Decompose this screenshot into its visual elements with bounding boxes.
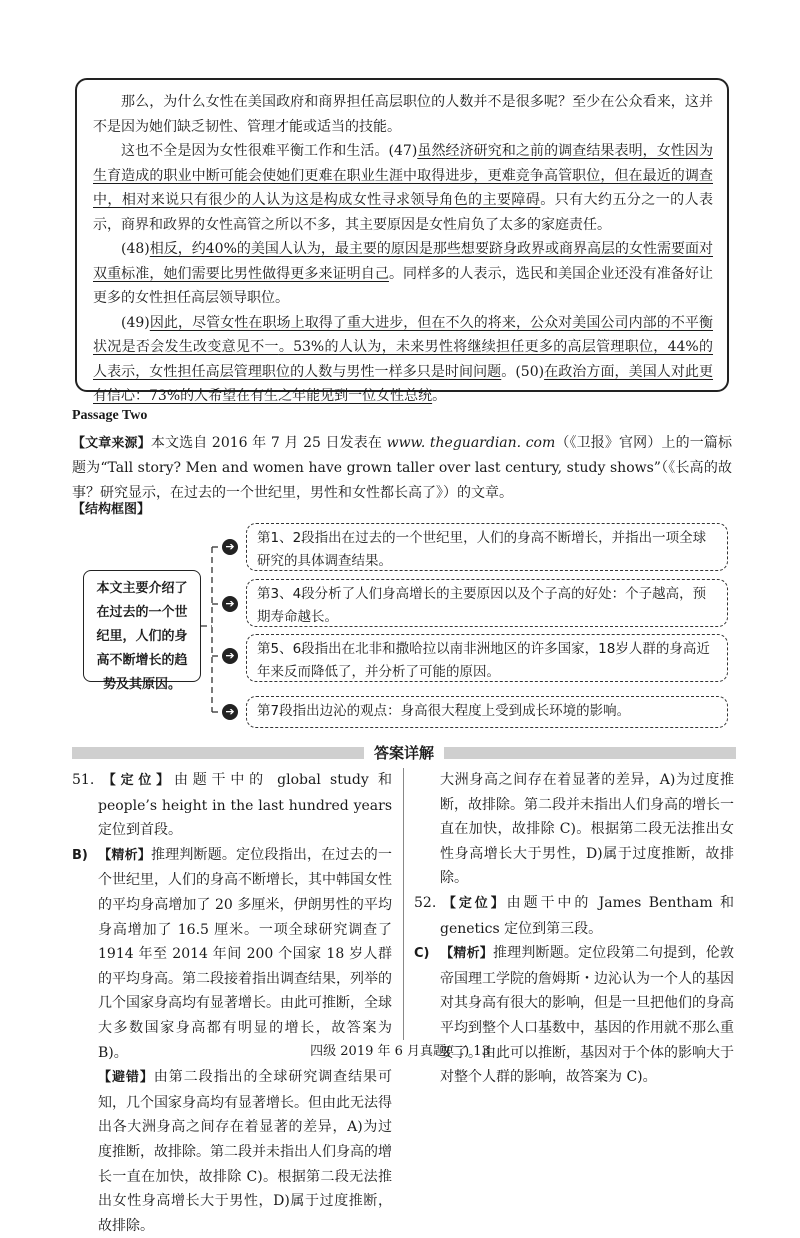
structure-label: 【结构框图】 [72, 502, 151, 517]
q51-avoid-cont: 大洲身高之间存在着显著的差异，A)为过度推断，故排除。第二段并未指出人们身高的增长一直在加快，故排除 C)。根据第二段无法推出女性身高增长大于男性，D)属于过度推断，故排除。 [440, 772, 734, 887]
q51-answer: B) [72, 847, 88, 863]
underlined-49b: 。53%的人认为，未来男性将继续担任更多的高层管理职位，44%的人表示，女性担任高层管理职位的人数与男性一样多只是时间问题 [93, 339, 714, 380]
arrow-icon: ➔ [222, 539, 238, 555]
structure-item-2: 第3、4段分析了人们身高增长的主要原因以及个子高的好处：个子越高，预期寿命越长。 [246, 579, 728, 627]
q52-answer: C) [414, 946, 430, 962]
q51-avoid: 【避错】由第二段指出的全球研究调查结果可知，几个国家身高均有显著增长。但由此无法得出各大洲身高之间存在着显著的差异，A)为过度推断，故排除。第二段并未指出人们身高的增长一直在加快，故排除 C)。根据第二段无法推出女性身高增长大于男性，D)属于过度推断，故排除。 [98, 1069, 392, 1234]
structure-item-1: 第1、2段指出在过去的一个世纪里，人们的身高不断增长，并指出一项全球研究的具体调查结果。 [246, 523, 728, 571]
source-label: 【文章来源】 [72, 436, 151, 451]
arrow-icon: ➔ [222, 704, 238, 720]
q52-analysis: C) 【精析】推理判断题。定位段第二句提到，伦敦帝国理工学院的詹姆斯・边沁认为一个人的基因对其身高有很大的影响，但是一旦把他们的身高平均到整个人口基数中，基因的作用就不那么重要了。由此可以推断，基因对于个体的影响大于对整个人群的影响，故答案为 C)。 [414, 941, 734, 1090]
underlined-50: 在政治方面，美国人对此更有信心：73%的人希望在有生之年能见到一位女性总统 [93, 363, 714, 404]
underlined-47: 虽然经济研究和之前的调查结果表明，女性因为生育造成的职业中断可能会使她们更难在职业生涯中取得进步，更难竞争高管职位，但在最近的调查中，相对来说只有很少的人认为这是构成女性寻求领导角色的主要障碍 [93, 143, 713, 208]
answers-heading-text: 答案详解 [364, 743, 444, 763]
q52-location: 52. 【定位】由题干中的 James Bentham 和 genetics 定位到第三段。 [414, 894, 734, 937]
structure-item-4: 第7段指出边沁的观点：身高很大程度上受到成长环境的影响。 [246, 696, 728, 728]
q51-location: 51. 【定位】由题干中的 global study 和 people’s height in the last hundred years 定位到首段。 [72, 772, 392, 839]
paragraph-3: (48)相反，约40%的美国人认为，最主要的原因是那些想要跻身政界或商界高层的女性需要面对双重标准，她们需要比男性做得更多来证明自己。同样多的人表示，选民和美国企业还没有准备好让更多的女性担任高层领导职位。 [93, 241, 713, 306]
summary-box: 本文主要介绍了在过去的一个世纪里，人们的身高不断增长的趋势及其原因。 [83, 570, 201, 682]
structure-item-3: 第5、6段指出在北非和撒哈拉以南非洲地区的许多国家，18岁人群的身高近年来反而降低了，并分析了可能的原因。 [246, 634, 728, 682]
passage-title: Passage Two [72, 408, 148, 423]
arrow-icon: ➔ [222, 596, 238, 612]
source-site: www. theguardian. com [386, 435, 556, 451]
arrow-icon: ➔ [222, 648, 238, 664]
page-footer: 四级 2019 年 6 月真题(二) 13 [310, 1044, 490, 1059]
q51-analysis: B) 【精析】推理判断题。定位段指出，在过去的一个世纪里，人们的身高不断增长，其中韩国女性的平均身高增加了 20 多厘米，伊朗男性的平均身高增加了 16.5 厘米。一项全球研究调查了 1914 年至 2014 年间 200 个国家 18 岁人群的平均身高。第二段接着指出调查结果，列举的几个国家身高均有显著增长。由此可推断，全球大多数国家身高都有明显的增长，故答案为 B)。 [72, 843, 392, 1065]
column-divider [403, 768, 404, 1040]
underlined-49: 因此，尽管女性在职场上取得了重大进步，但在不久的将来，公众对美国公司内部的不平衡状况是否会发生改变意见不一 [93, 314, 713, 355]
paragraph-1: 那么，为什么女性在美国政府和商界担任高层职位的人数并不是很多呢？至少在公众看来，这并不是因为她们缺乏韧性、管理才能或适当的技能。 [93, 94, 713, 135]
article-source: 【文章来源】本文选自 2016 年 7 月 25 日发表在 www. theguardian. com（《卫报》官网）上的一篇标题为“Tall story? Men and women have grown taller over last century, study shows”（《长高的故事？研究显示，在过去的一个世纪里，男性和女性都长高了》）的文章。 [72, 435, 732, 501]
underlined-48: 相反，约40%的美国人认为，最主要的原因是那些想要跻身政界或商界高层的女性需要面对双重标准，她们需要比男性做得更多来证明自己 [93, 241, 713, 282]
answer-column-left [72, 768, 392, 1234]
paragraph-2: 这也不全是因为女性很难平衡工作和生活。(47)虽然经济研究和之前的调查结果表明，女性因为生育造成的职业中断可能会使她们更难在职业生涯中取得进步，更难竞争高管职位，但在最近的调查中，相对来说只有很少的人认为这是构成女性寻求领导角色的主要障碍。只有大约五分之一的人表示，商界和政界的女性高管之所以不多，其主要原因是女性肩负了太多的家庭责任。 [93, 143, 714, 233]
paragraph-4: (49)因此，尽管女性在职场上取得了重大进步，但在不久的将来，公众对美国公司内部的不平衡状况是否会发生改变意见不一。53%的人认为，未来男性将继续担任更多的高层管理职位，44%的人表示，女性担任高层管理职位的人数与男性一样多只是时间问题。(50)在政治方面，美国人对此更有信心：73%的人希望在有生之年能见到一位女性总统。 [93, 314, 714, 404]
answers-heading [72, 743, 736, 763]
